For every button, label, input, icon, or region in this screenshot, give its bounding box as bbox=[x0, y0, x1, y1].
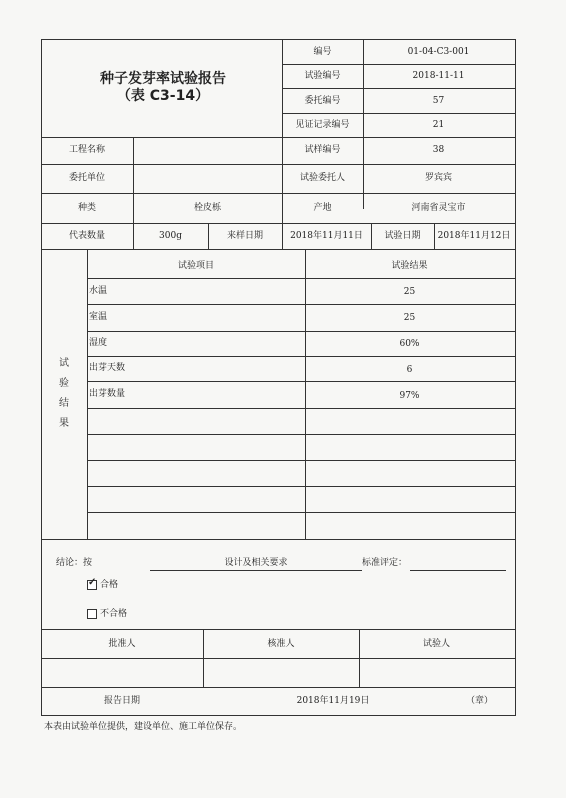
result-value-humidity: 60% bbox=[399, 339, 420, 349]
result-value-germination-days: 6 bbox=[406, 365, 413, 375]
result-item-humidity: 湿度 bbox=[89, 338, 108, 348]
sample-number-label: 试样编号 bbox=[304, 145, 341, 155]
seal-note: （章） bbox=[466, 696, 494, 706]
results-col-header-result: 试验结果 bbox=[391, 261, 428, 271]
field-value-commission-number: 57 bbox=[432, 96, 445, 106]
report-form-number: （表 C3-14） bbox=[116, 88, 210, 104]
origin-value: 河南省灵宝市 bbox=[411, 203, 466, 213]
representative-quantity-label: 代表数量 bbox=[68, 231, 105, 241]
field-value-witness-record-number: 21 bbox=[432, 120, 445, 130]
fail-label: 不合格 bbox=[100, 609, 128, 619]
client-unit-label: 委托单位 bbox=[68, 173, 105, 183]
fail-checkbox[interactable] bbox=[87, 609, 97, 619]
client-person-label: 试验委托人 bbox=[299, 173, 345, 183]
sample-number-value: 38 bbox=[432, 145, 445, 155]
conclusion-suffix: 标准评定： bbox=[362, 558, 408, 568]
report-title: 种子发芽率试验报告 bbox=[100, 71, 226, 87]
results-section-label-2: 验 bbox=[59, 378, 69, 389]
result-value-water-temperature: 25 bbox=[403, 287, 416, 297]
field-label-witness-record-number: 见证记录编号 bbox=[295, 120, 350, 130]
origin-label: 产地 bbox=[313, 203, 332, 213]
conclusion-standard-underline bbox=[410, 570, 506, 571]
result-item-water-temperature: 水温 bbox=[89, 286, 108, 296]
results-col-header-item: 试验项目 bbox=[177, 261, 214, 271]
field-label-commission-number: 委托编号 bbox=[304, 96, 341, 106]
result-value-germination-count: 97% bbox=[399, 391, 420, 401]
tester-label: 试验人 bbox=[422, 639, 450, 649]
footer-note: 本表由试验单位提供，建设单位、施工单位保存。 bbox=[44, 722, 243, 732]
conclusion-basis: 设计及相关要求 bbox=[224, 558, 288, 568]
species-label: 种类 bbox=[77, 203, 96, 213]
test-date-value: 2018年11月12日 bbox=[437, 231, 511, 241]
result-value-room-temperature: 25 bbox=[403, 313, 416, 323]
sample-date-value: 2018年11月11日 bbox=[290, 231, 363, 241]
representative-quantity-value: 300g bbox=[159, 231, 182, 241]
results-section-label-1: 试 bbox=[59, 358, 69, 369]
field-value-number: 01-04-C3-001 bbox=[407, 47, 470, 57]
client-person-value: 罗宾宾 bbox=[424, 173, 452, 183]
result-item-room-temperature: 室温 bbox=[89, 312, 108, 322]
species-value: 栓皮栎 bbox=[193, 203, 221, 213]
conclusion-prefix: 结论：按 bbox=[56, 558, 93, 568]
result-item-germination-count: 出芽数量 bbox=[89, 389, 126, 399]
field-value-test-number: 2018-11-11 bbox=[412, 71, 465, 81]
field-label-number: 编号 bbox=[313, 47, 332, 57]
project-name-label: 工程名称 bbox=[68, 145, 105, 155]
conclusion-basis-underline bbox=[150, 570, 362, 571]
reviewer-label: 核准人 bbox=[267, 639, 295, 649]
field-label-test-number: 试验编号 bbox=[304, 71, 341, 81]
test-date-label: 试验日期 bbox=[384, 231, 421, 241]
report-date-value: 2018年11月19日 bbox=[296, 696, 370, 706]
sample-date-label: 来样日期 bbox=[226, 231, 263, 241]
result-item-germination-days: 出芽天数 bbox=[89, 363, 126, 373]
approver-label: 批准人 bbox=[108, 639, 136, 649]
results-section-label-3: 结 bbox=[59, 398, 69, 409]
pass-label: 合格 bbox=[100, 580, 119, 590]
pass-checkbox[interactable] bbox=[87, 580, 97, 590]
report-date-label: 报告日期 bbox=[103, 696, 140, 706]
results-section-label-4: 果 bbox=[59, 418, 69, 429]
